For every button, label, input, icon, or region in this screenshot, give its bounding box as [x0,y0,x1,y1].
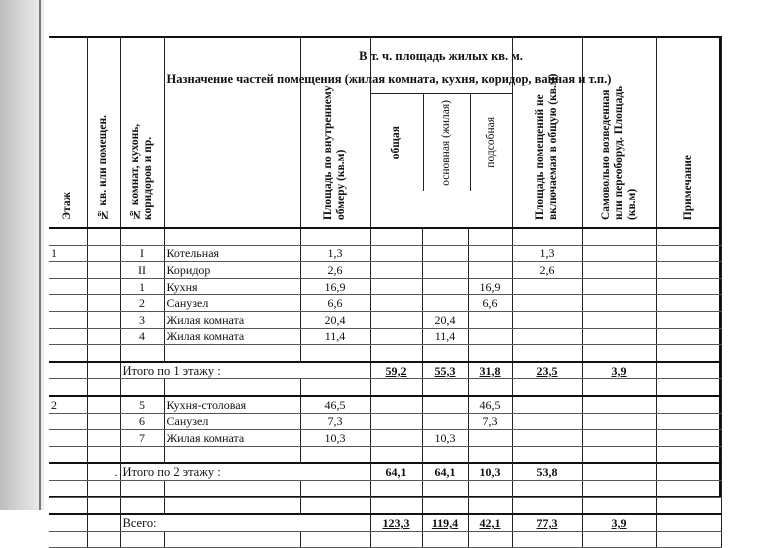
room-total [370,295,422,312]
room-excluded: 2,6 [512,262,582,279]
header-room-no: № комнат, кухонь, коридоров и пр. [129,123,154,220]
spacer-row [49,345,721,362]
room-area: 1,3 [300,245,370,262]
table-row [49,262,721,279]
header-area-cell [300,36,370,228]
floor-2-total-row [49,463,721,480]
header-unauthorized: Самовольно возведенная или переоборуд. Площадь (кв.м) [599,85,638,220]
header-incl-subcols [371,94,512,191]
floor-2-label: 2 [49,396,87,413]
header-main-cell [424,94,471,191]
room-main [422,413,468,430]
floor-2-total-label: Итого по 2 этажу : [120,463,370,480]
room-purpose: Жилая комната [164,311,300,328]
table-row [49,430,721,447]
room-main: 10,3 [422,430,468,447]
floor-2-total-main: 10,3 [468,463,512,480]
room-purpose: Кухня-столовая [164,396,300,413]
room-no: 4 [120,328,164,345]
room-aux: 7,3 [468,413,512,430]
header-unauthorized-cell [582,36,656,228]
room-aux: 46,5 [468,396,512,413]
header-note-cell [656,36,721,228]
spacer-row [49,379,721,396]
grand-total-row [49,514,721,531]
header-apt-no: № кв. или помещен. [97,114,109,220]
table-row [49,396,721,413]
room-excluded [512,396,582,413]
room-total [370,245,422,262]
room-total [370,311,422,328]
room-no: II [120,262,164,279]
room-purpose: Санузел [164,295,300,312]
room-excluded [512,413,582,430]
room-purpose: Коридор [164,262,300,279]
spacer-row [49,531,721,548]
room-no: 5 [120,396,164,413]
room-no: I [120,245,164,262]
header-aux: подсобная [484,117,497,168]
room-aux [468,245,512,262]
room-purpose: Жилая комната [164,328,300,345]
room-excluded [512,430,582,447]
room-purpose: Котельная [164,245,300,262]
room-area: 7,3 [300,413,370,430]
header-floor-cell [49,36,87,228]
floor-1-total-aux: 23,5 [512,362,582,379]
room-area: 16,9 [300,278,370,295]
grand-total-main: 42,1 [468,514,512,531]
room-no: 6 [120,413,164,430]
grand-total-excluded: 3,9 [582,514,656,531]
header-excluded-cell [512,36,582,228]
room-total [370,278,422,295]
room-aux: 6,6 [468,295,512,312]
header-apt-cell [87,36,120,228]
room-area: 11,4 [300,328,370,345]
room-total [370,262,422,279]
room-aux: 16,9 [468,278,512,295]
header-row [49,36,721,228]
floor-2-total-total: 64,1 [422,463,468,480]
room-main [422,262,468,279]
header-floor: Этаж [61,192,74,220]
header-note: Примечание [682,154,695,220]
room-aux [468,328,512,345]
room-excluded: 1,3 [512,245,582,262]
floor-2-total-excluded [582,463,656,480]
room-no: 1 [120,278,164,295]
floor-1-total-area: 59,2 [370,362,422,379]
room-excluded [512,295,582,312]
spacer-row [49,228,721,245]
spacer-row [49,497,721,514]
room-aux [468,311,512,328]
room-total [370,413,422,430]
room-area: 46,5 [300,396,370,413]
room-main: 20,4 [422,311,468,328]
room-purpose: Жилая комната [164,430,300,447]
spacer-row [49,446,721,463]
grand-total-area: 123,3 [370,514,422,531]
room-area: 2,6 [300,262,370,279]
grand-total-total: 119,4 [422,514,468,531]
room-total [370,396,422,413]
room-main [422,396,468,413]
header-excluded: Площадь помещений не включаемая в общую (кв.м) [534,73,560,220]
room-area: 10,3 [300,430,370,447]
room-no: 7 [120,430,164,447]
explication-table [49,36,722,548]
scan-binding-edge [39,0,41,510]
header-purpose: Назначение частей помещения (жилая комната, кухня, коридор, ванная и т.п.) [164,36,300,228]
header-main: основная (жилая) [440,99,452,186]
table-row [49,328,721,345]
table-row [49,278,721,295]
room-total [370,328,422,345]
room-area: 6,6 [300,295,370,312]
floor-1-total-label: Итого по 1 этажу : [120,362,370,379]
grand-total-aux: 77,3 [512,514,582,531]
header-aux-cell [471,94,512,191]
table-row [49,311,721,328]
floor-1-total-excluded: 3,9 [582,362,656,379]
header-total: общая [390,125,402,160]
floor-1-total-total: 55,3 [422,362,468,379]
floor-1-label: 1 [49,245,87,262]
room-aux [468,430,512,447]
scan-binding-strip [0,0,44,510]
table-row [49,295,721,312]
header-incl-group: В т. ч. площадь жилых кв. м. [371,36,512,94]
table-row [49,245,721,262]
room-main [422,295,468,312]
header-area-inner: Площадь по внутреннему обмеру (кв.м) [322,85,347,220]
room-excluded [512,278,582,295]
room-purpose: Санузел [164,413,300,430]
stray-mark: . [87,463,120,480]
room-no: 2 [120,295,164,312]
table-row [49,413,721,430]
room-main [422,278,468,295]
room-no: 3 [120,311,164,328]
room-excluded [512,311,582,328]
room-area: 20,4 [300,311,370,328]
room-main: 11,4 [422,328,468,345]
room-total [370,430,422,447]
floor-2-total-area: 64,1 [370,463,422,480]
room-excluded [512,328,582,345]
header-total-cell [371,94,424,191]
spacer-row [49,480,721,497]
floor-2-total-aux: 53,8 [512,463,582,480]
header-incl-group-cell [359,36,523,228]
floor-1-total-main: 31,8 [468,362,512,379]
header-room-cell [120,36,164,228]
grand-total-label: Всего: [120,514,370,531]
room-purpose: Кухня [164,278,300,295]
room-aux [468,262,512,279]
room-main [422,245,468,262]
floor-1-total-row [49,362,721,379]
